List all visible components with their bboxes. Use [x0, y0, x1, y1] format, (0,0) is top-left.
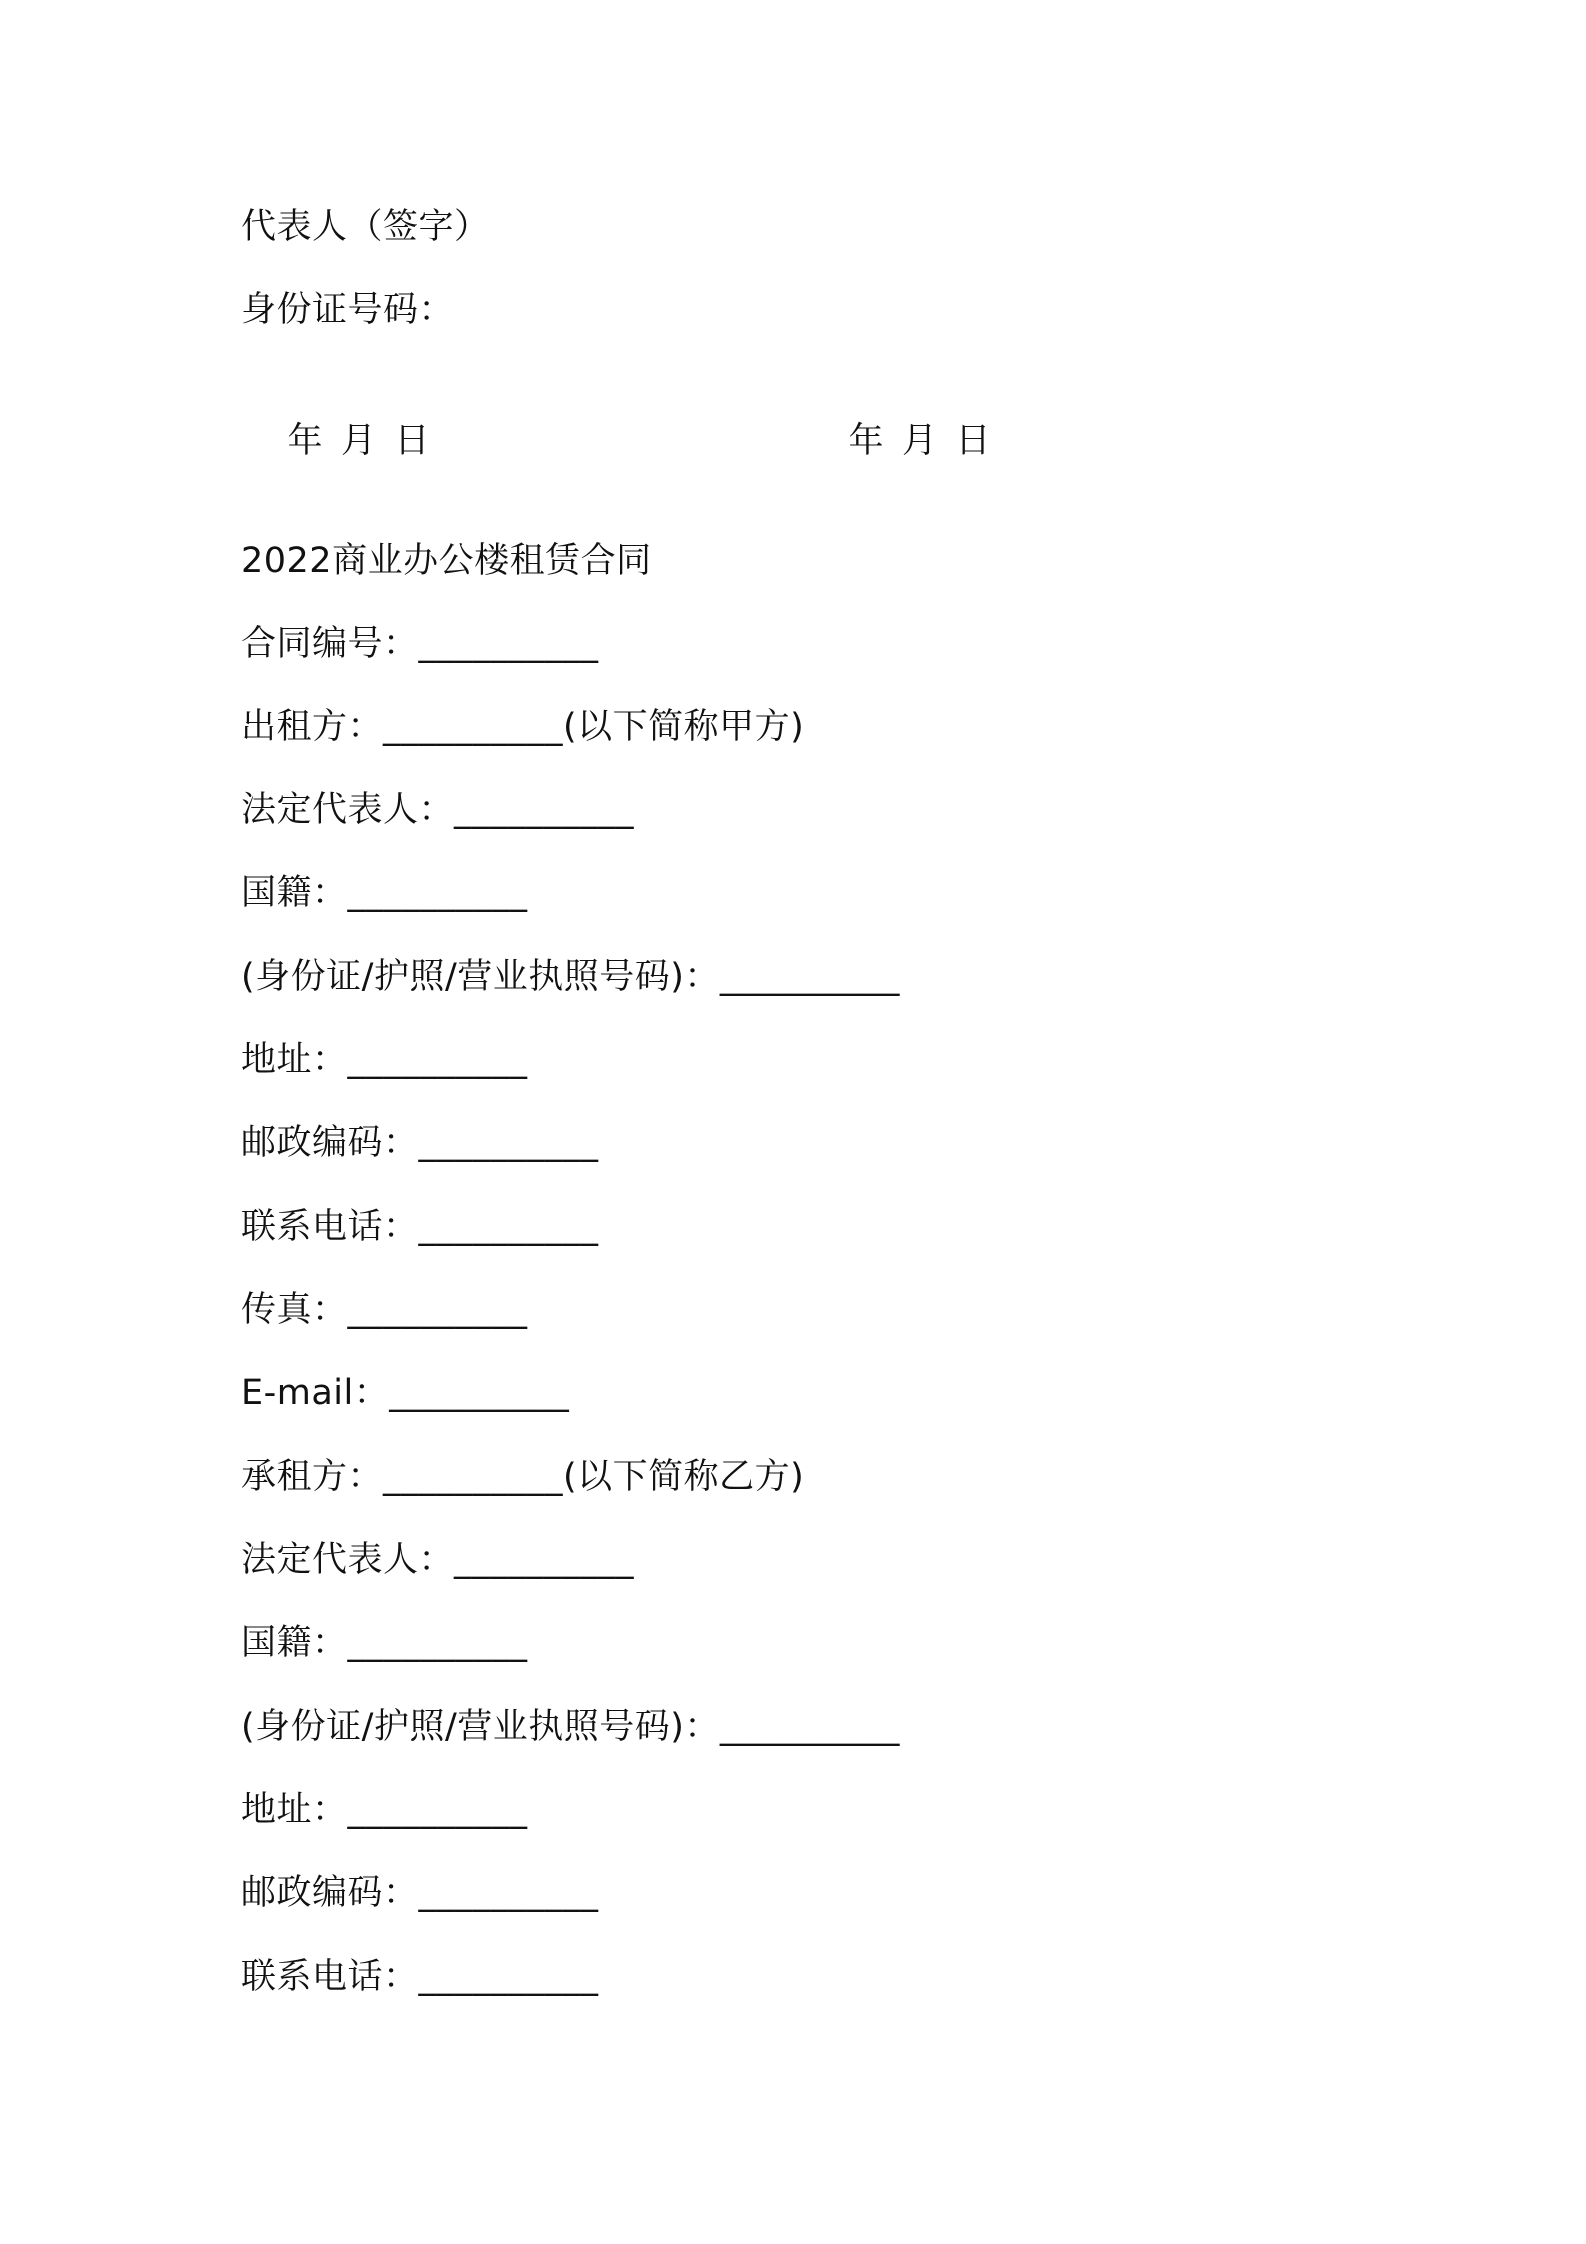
- lessee-legal-rep-field: 法定代表人：__________: [241, 1540, 635, 1580]
- id-number-label: 身份证号码：: [241, 290, 455, 330]
- lessee-id-license-field: (身份证/护照/营业执照号码)：__________: [241, 1707, 900, 1747]
- date-month-left: 月: [341, 421, 377, 461]
- date-line-right: [802, 369, 1009, 513]
- date-line-left: [241, 369, 448, 513]
- representative-signature-label: 代表人（签字）: [241, 207, 490, 247]
- lessor-party-field: 出租方：__________(以下简称甲方): [241, 707, 805, 747]
- lessee-address-field: 地址：__________: [241, 1790, 528, 1830]
- date-month-right: 月: [902, 421, 938, 461]
- lessor-nationality-field: 国籍：__________: [241, 873, 528, 913]
- lessee-party-field: 承租方：__________(以下简称乙方): [241, 1457, 805, 1497]
- date-day-right: 日: [955, 421, 992, 461]
- lessor-address-field: 地址：__________: [241, 1040, 528, 1080]
- lessor-email-field: E-mail：__________: [241, 1373, 570, 1413]
- contract-number-field: 合同编号：__________: [241, 624, 599, 664]
- lessor-id-license-field: (身份证/护照/营业执照号码)：__________: [241, 957, 900, 997]
- lessor-fax-field: 传真：__________: [241, 1290, 528, 1330]
- lessee-phone-field: 联系电话：__________: [241, 1957, 599, 1997]
- lessor-phone-field: 联系电话：__________: [241, 1207, 599, 1247]
- lessor-legal-rep-field: 法定代表人：__________: [241, 790, 635, 830]
- lessee-postcode-field: 邮政编码：__________: [241, 1873, 599, 1913]
- lessee-nationality-field: 国籍：__________: [241, 1623, 528, 1663]
- lessor-postcode-field: 邮政编码：__________: [241, 1123, 599, 1163]
- contract-title: 2022商业办公楼租赁合同: [241, 541, 652, 581]
- date-year-right: 年: [848, 421, 885, 461]
- date-day-left: 日: [394, 421, 431, 461]
- date-year-left: 年: [287, 421, 324, 461]
